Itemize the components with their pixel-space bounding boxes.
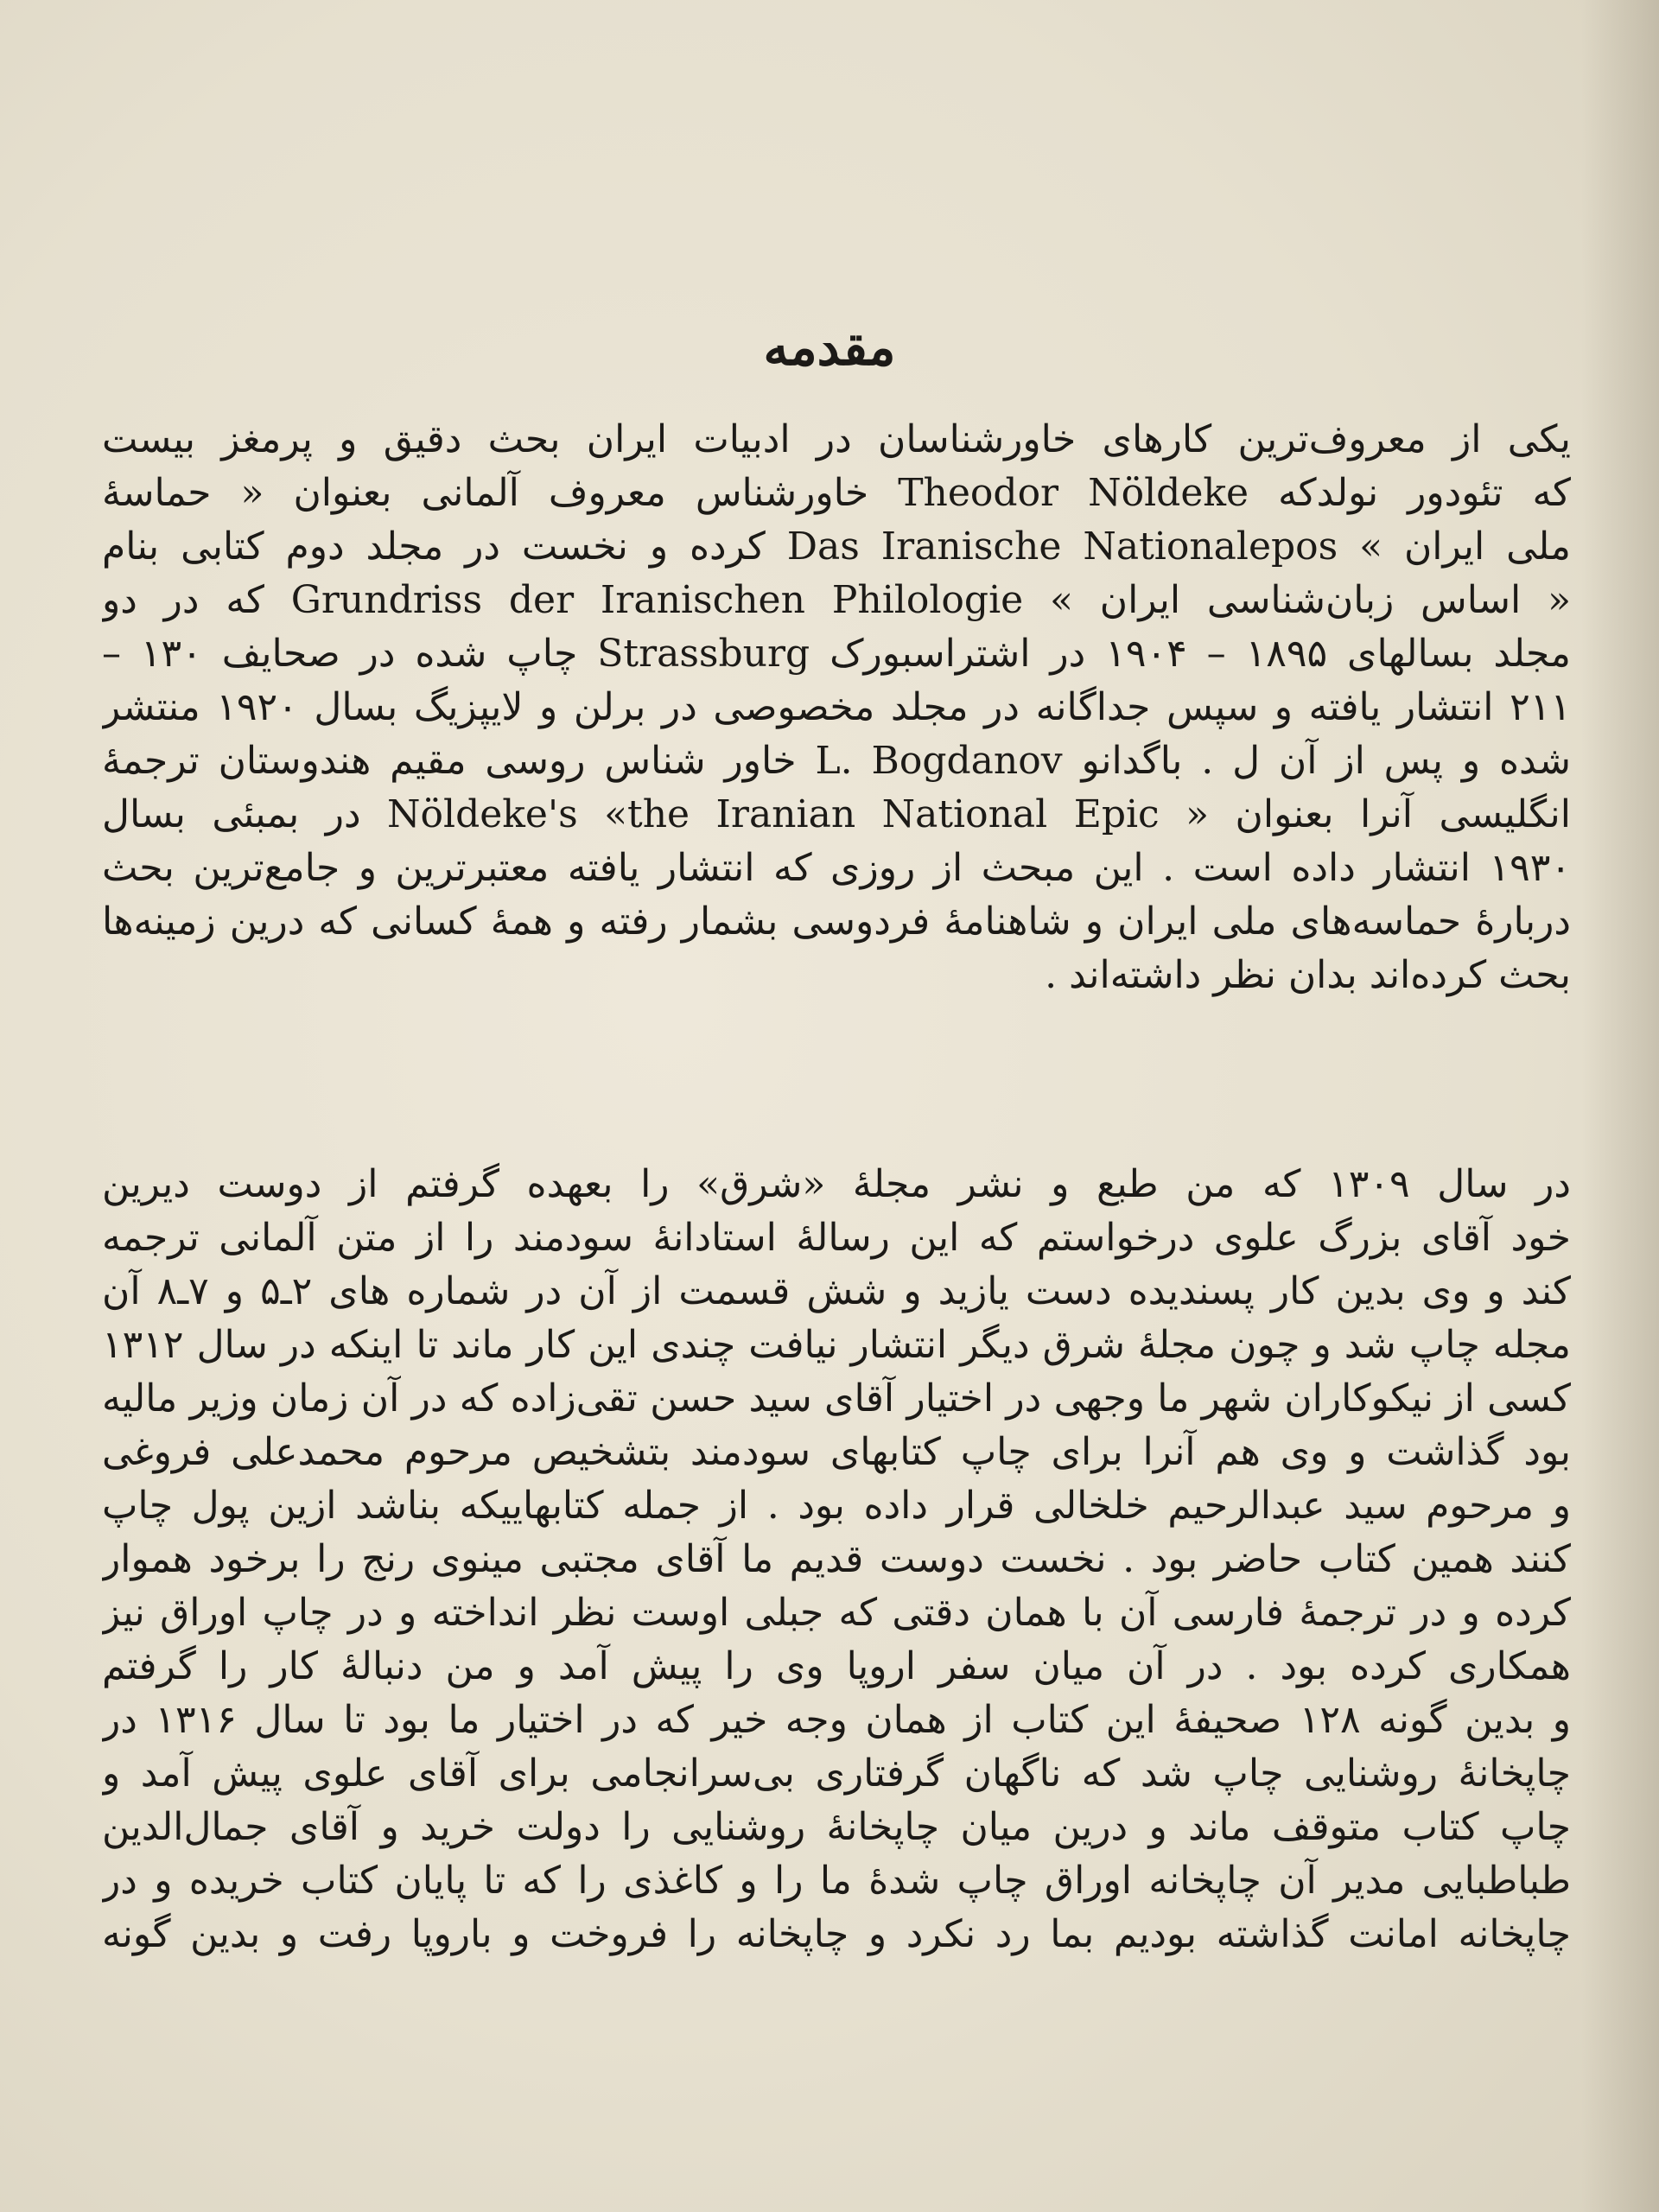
text-line: یکی از معروف‌ترین کارهای خاورشناسان در ادبیات ایران بحث دقیق و پرمغز بیست xyxy=(102,417,1571,461)
text-line: ملی ایران » Das Iranische Nationalepos کرده و نخست در مجلد دوم کتابی بنام xyxy=(102,524,1571,569)
text-line: خود آقای بزرگ علوی درخواستم که این رسالهٔ استادانهٔ سودمند را از متن آلمانی ترجمه xyxy=(102,1216,1571,1260)
text-line: ۱۹۳۰ انتشار داده است . این مبحث از روزی که انتشار یافته معتبرترین و جامع‌ترین بحث xyxy=(102,846,1571,890)
text-line: « اساس زبان‌شناسی ایران » Grundriss der Iranischen Philologie که در دو xyxy=(102,578,1571,622)
text-line: کنند همین کتاب حاضر بود . نخست دوست قدیم ما آقای مجتبی مینوی رنج را برخود هموار xyxy=(102,1537,1571,1581)
history-paragraph xyxy=(102,1158,1571,1961)
text-line: بود گذاشت و وی هم آنرا برای چاپ کتابهای سودمند بتشخیص مرحوم محمدعلی فروغی xyxy=(102,1430,1571,1474)
text-line: شده و پس از آن ل . باگدانو L. Bogdanov خاور شناس روسی مقیم هندوستان ترجمهٔ xyxy=(102,739,1571,783)
text-line: و مرحوم سید عبدالرحیم خلخالی قرار داده بود . از جمله کتابهاییکه بناشد ازین پول چاپ xyxy=(102,1484,1571,1528)
text-line: انگلیسی آنرا بعنوان « Nöldeke's «the Iranian National Epic در بمبئی بسال xyxy=(102,792,1571,836)
text-line: دربارهٔ حماسه‌های ملی ایران و شاهنامهٔ فردوسی بشمار رفته و همهٔ کسانی که درین زمینه‌ها xyxy=(102,899,1571,944)
text-line: کرده و در ترجمهٔ فارسی آن با همان دقتی که جبلی اوست نظر انداخته و در چاپ اوراق نیز xyxy=(102,1591,1571,1635)
text-line: طباطبایی مدیر آن چاپخانه اوراق چاپ شدهٔ ما را و کاغذی را که تا پایان کتاب خریده و در xyxy=(102,1859,1571,1903)
text-line: چاپخانه امانت گذاشته بودیم بما رد نکرد و چاپخانه را فروخت و باروپا رفت و بدین گونه xyxy=(102,1912,1571,1956)
intro-paragraph xyxy=(102,413,1571,1002)
text-line: همکاری کرده بود . در آن میان سفر اروپا وی را پیش آمد و من دنبالهٔ کار را گرفتم xyxy=(102,1644,1571,1688)
text-line: در سال ۱۳۰۹ که من طبع و نشر مجلهٔ «شرق» را بعهده گرفتم از دوست دیرین xyxy=(102,1162,1571,1206)
text-line: چاپ کتاب متوقف ماند و درین میان چاپخانهٔ روشنایی را دولت خرید و آقای جمال‌الدین xyxy=(102,1805,1571,1849)
page-heading: مقدمه xyxy=(763,318,896,377)
text-line: چاپخانهٔ روشنایی چاپ شد که ناگهان گرفتاری بی‌سرانجامی برای آقای علوی پیش آمد و xyxy=(102,1751,1571,1796)
text-line: مجله چاپ شد و چون مجلهٔ شرق دیگر انتشار نیافت چندی این کار ماند تا اینکه در سال ۱۳۱۲ xyxy=(102,1323,1571,1367)
text-line: که تئودور نولدکه Theodor Nöldeke خاورشناس معروف آلمانی بعنوان « حماسهٔ xyxy=(102,471,1571,515)
text-line: کسی از نیکوکاران شهر ما وجهی در اختیار آقای سید حسن تقی‌زاده که در آن زمان وزیر مالیه xyxy=(102,1376,1571,1421)
page-edge-shadow xyxy=(1581,0,1659,2212)
text-line: بحث کرده‌اند بدان نظر داشته‌اند . xyxy=(1045,953,1571,997)
text-line: کند و وی بدین کار پسندیده دست یازید و شش قسمت از آن در شماره های ۲ـ۵ و ۷ـ۸ آن xyxy=(102,1269,1571,1313)
text-line: ۲۱۱ انتشار یافته و سپس جداگانه در مجلد مخصوصی در برلن و لایپزیگ بسال ۱۹۲۰ منتشر xyxy=(102,685,1571,729)
text-line: مجلد بسالهای ۱۸۹۵ – ۱۹۰۴ در اشتراسبورک Strassburg چاپ شده در صحایف ۱۳۰ – xyxy=(102,632,1571,676)
text-line: و بدین گونه ۱۲۸ صحیفهٔ این کتاب از همان وجه خیر که در اختیار ما بود تا سال ۱۳۱۶ در xyxy=(102,1698,1571,1742)
